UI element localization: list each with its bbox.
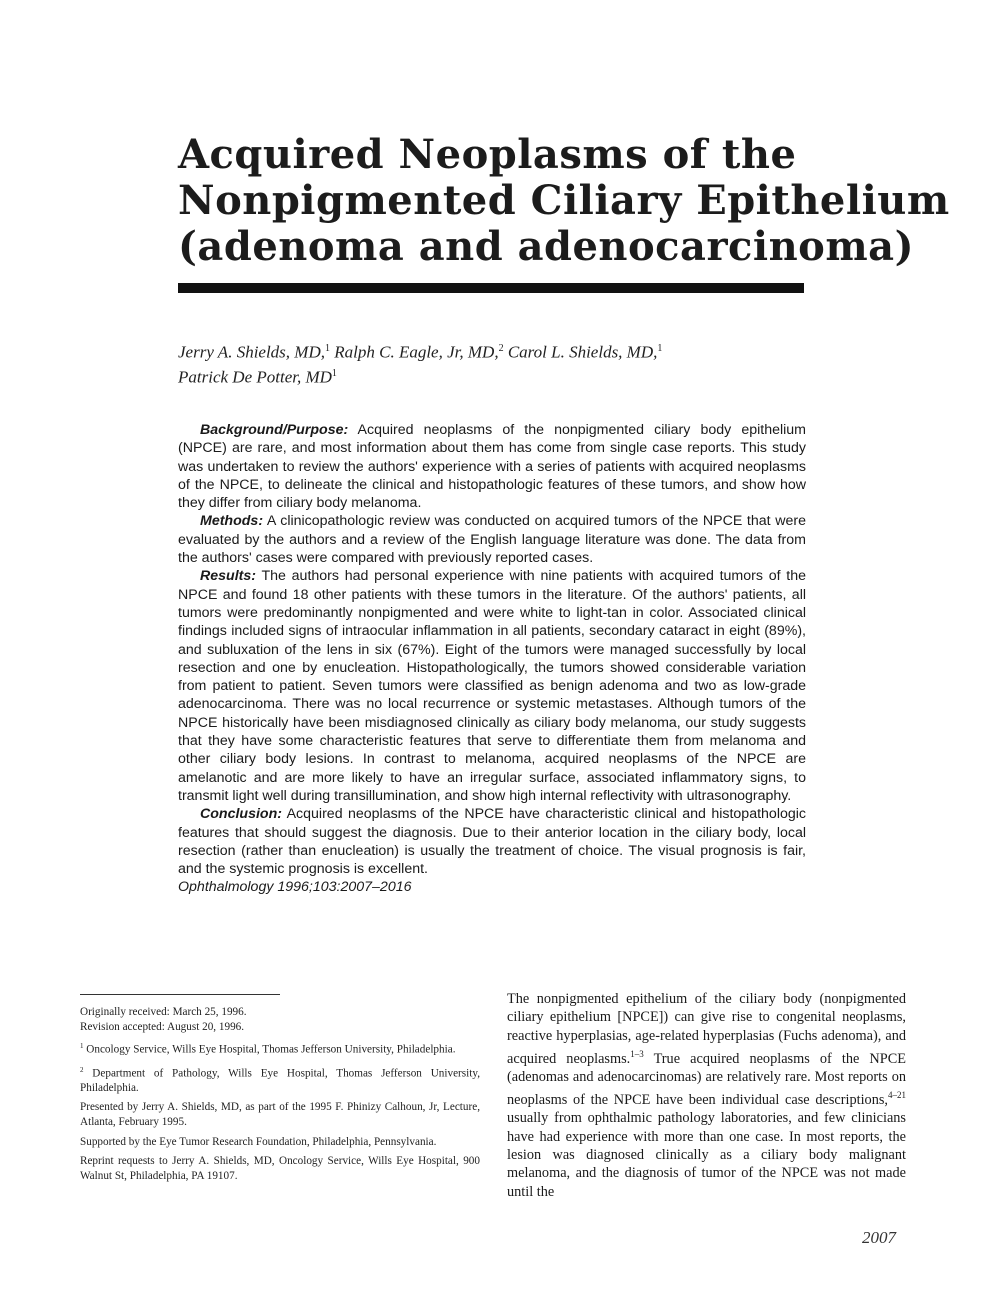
author-2: Ralph C. Eagle, Jr, MD, bbox=[330, 342, 499, 362]
journal-citation: Ophthalmology 1996;103:2007–2016 bbox=[178, 879, 412, 896]
author-line-1 bbox=[178, 338, 818, 363]
footnote-divider bbox=[80, 994, 280, 995]
page-number: 2007 bbox=[862, 1228, 896, 1247]
conclusion-text: Acquired neoplasms of the NPCE have characteristic clinical and histopathologic features that should suggest the diagnosis. Due to their anterior location in the ciliary body, local resection (rather than enucleation) is usually the treatment of choice. The visual prognosis is fair, and the systemic prognosis is excellent. bbox=[178, 806, 806, 878]
author-1: Jerry A. Shields, MD, bbox=[178, 342, 325, 362]
methods-text: A clinicopathologic review was conducted on acquired tumors of the NPCE that were evaluated by the authors and a review of the English language literature was done. The data from the authors' cases were compared with previously reported cases. bbox=[178, 513, 806, 567]
author-3: Carol L. Shields, MD, bbox=[503, 342, 658, 362]
affiliation-1-marker: 1 bbox=[80, 1042, 84, 1051]
results-text: The authors had personal experience with nine patients with acquired tumors of the NPCE and found 18 other patients with these tumors in the literature. Of the authors' patients, all tumors were predominantly nonpigmented and were white to light-tan in color. Associated clinical findings included signs of intraocular inflammation in all patients, secondary cataract in eight (89%), and subluxation of the lens in six (67%). Eight of the tumors were managed successfully by local resection and one by enucleation. Histopathologically, the tumors showed considerable variation from patient to patient. Seven tumors were classified as benign adenoma and two as low-grade adenocarcinoma. There was no local recurrence or systemic metastases. Although tumors of the NPCE historically have been misdiagnosed clinically as ciliary body melanoma, our study suggests that they have some characteristic features that serve to differentiate them from melanoma and other ciliary body lesions. In contrast to melanoma, acquired neoplasms of the NPCE are amelanotic and are more likely to have an irregular surface, associated inflammatory signs, to transmit light well during transillumination, and show high internal reflectivity with ultrasonography. bbox=[178, 568, 806, 804]
affiliation-1 bbox=[80, 1039, 480, 1057]
methods-heading: Methods: bbox=[200, 513, 264, 530]
author-2-affiliation: 2 bbox=[498, 343, 504, 354]
footnotes bbox=[80, 1005, 480, 1188]
affiliation-2-marker: 2 bbox=[80, 1065, 84, 1074]
title-line-1: Acquired Neoplasms of the bbox=[178, 131, 797, 178]
accepted-date: Revision accepted: August 20, 1996. bbox=[80, 1020, 245, 1033]
title-line-2: Nonpigmented Ciliary Epithelium bbox=[178, 177, 950, 224]
affiliation-2 bbox=[80, 1063, 480, 1096]
body-paragraph bbox=[507, 990, 906, 1201]
abstract-results bbox=[178, 567, 806, 805]
presentation-note: Presented by Jerry A. Shields, MD, as part of the 1995 F. Phinizy Calhoun, Jr, Lecture, Atlanta, February 1995. bbox=[80, 1101, 480, 1129]
article-title bbox=[178, 131, 950, 270]
citation-marker-1: 1–3 bbox=[630, 1048, 644, 1059]
reprint-note: Reprint requests to Jerry A. Shields, MD, Oncology Service, Wills Eye Hospital, 900 Walnut St, Philadelphia, PA 19107. bbox=[80, 1155, 480, 1182]
funding-note: Supported by the Eye Tumor Research Foundation, Philadelphia, Pennsylvania. bbox=[80, 1135, 437, 1148]
conclusion-heading: Conclusion: bbox=[200, 806, 282, 823]
received-date: Originally received: March 25, 1996. bbox=[80, 1006, 247, 1018]
abstract-background bbox=[178, 421, 806, 512]
affiliation-2-text: Department of Pathology, Wills Eye Hospital, Thomas Jefferson University, Philadelphia. bbox=[80, 1067, 480, 1094]
author-4: Patrick De Potter, MD bbox=[178, 367, 332, 387]
affiliation-1-text: Oncology Service, Wills Eye Hospital, Thomas Jefferson University, Philadelphia. bbox=[83, 1043, 456, 1056]
author-4-affiliation: 1 bbox=[331, 367, 337, 379]
title-line-3: (adenoma and adenocarcinoma) bbox=[178, 223, 915, 270]
body-text-c: usually from ophthalmic pathology laboratories, and few clinicians have had experience with more than one case. In most reports, the lesion was diagnosed clinically as a ciliary body malignant melanoma, and the diagnosis of tumor of the NPCE was not made until the bbox=[507, 1110, 906, 1200]
body-text-b: True acquired neoplasms of the NPCE (adenomas and adenocarcinomas) are relatively rare. Most reports on neoplasms of the NPCE have been individual case descriptions, bbox=[507, 1050, 906, 1109]
abstract-methods bbox=[178, 512, 806, 567]
body-text bbox=[507, 990, 906, 1201]
author-1-affiliation: 1 bbox=[325, 343, 330, 354]
background-heading: Background/Purpose: bbox=[200, 422, 349, 438]
author-list bbox=[178, 338, 818, 387]
abstract-conclusion bbox=[178, 805, 806, 878]
title-rule bbox=[178, 283, 804, 293]
abstract bbox=[178, 421, 806, 897]
author-line-2 bbox=[178, 363, 818, 388]
citation-marker-2: 4–21 bbox=[888, 1090, 906, 1101]
background-text: Acquired neoplasms of the nonpigmented ciliary body epithelium (NPCE) are rare, and most information about them has come from single case reports. This study was undertaken to review the authors' experience with a series of patients with acquired neoplasms of the NPCE, to delineate the clinical and histopathologic features of these tumors, and show how they differ from ciliary body melanoma. bbox=[178, 422, 806, 512]
results-heading: Results: bbox=[200, 568, 256, 585]
author-3-affiliation: 1 bbox=[657, 343, 663, 354]
body-text-a: The nonpigmented epithelium of the ciliary body (nonpigmented ciliary epithelium [NPCE]) can give rise to congenital neoplasms, reactive hyperplasias, age-related hyperplasias (Fuchs adenoma), and acquired neoplasms. bbox=[507, 991, 906, 1067]
